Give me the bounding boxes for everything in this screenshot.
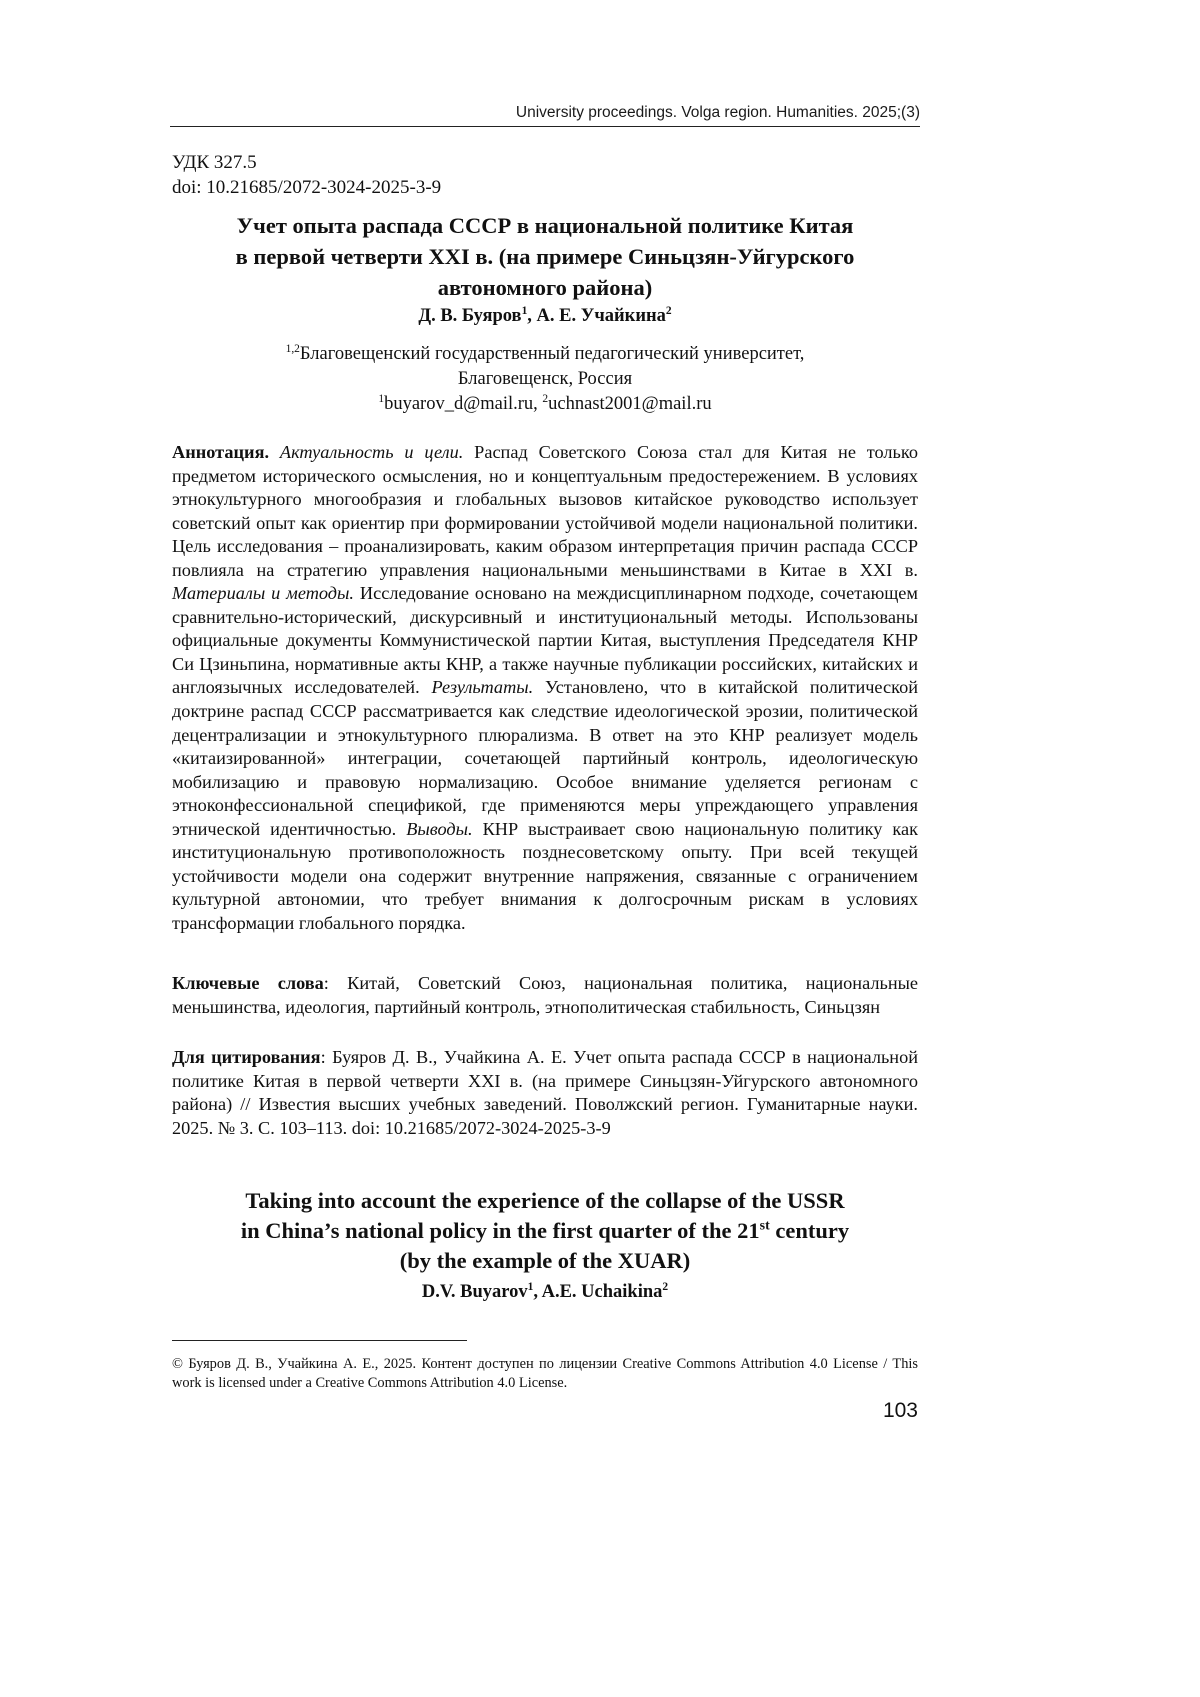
title-en-text: century	[769, 1218, 850, 1243]
abstract-section-label: Актуальность и цели.	[279, 442, 464, 462]
article-title-en	[150, 1186, 940, 1276]
abstract-text: Распад Советского Союза стал для Китая не только предметом исторического осмысления, но и концептуальным предостережением. В условиях этнокультурного многообразия и глобальных вызовов китайское руководство использует советский опыт как ориентир при формировании устойчивой модели национальной политики. Цель исследования – проанализировать, каким образом интерпретация причин распада СССР повлияла на стратегию управления национальными меньшинствами в Китае в XXI в.	[172, 442, 918, 580]
abstract-label: Аннотация.	[172, 442, 270, 462]
abstract-text: Исследование основано на междисциплинарном подходе, сочетающем сравнительно-исторический, дискурсивный и институциональный методы. Использованы официальные документы Коммунистической партии Китая, выступления Председателя КНР Си Цзиньпина, нормативные акты КНР, а также научные публикации российских, китайских и англоязычных исследователей.	[172, 583, 918, 698]
abstract-text: Установлено, что в китайской политической доктрине распад СССР рассматривается как следствие идеологической эрозии, политической децентрализации и этнокультурного плюрализма. В ответ на это КНР реализует модель «китаизированной» интеграции, сочетающей партийный контроль, идеологическую мобилизацию и правовую нормализацию. Особое внимание уделяется регионам с этноконфессиональной спецификой, где применяются меры упреждающего управления этнической идентичностью.	[172, 677, 918, 839]
affiliation-block	[150, 342, 940, 417]
authors-en	[150, 1282, 940, 1303]
email-link[interactable]: uchnast2001@mail.ru	[548, 394, 712, 414]
page-number: 103	[882, 1399, 918, 1422]
udk-code: УДК 327.5	[172, 152, 257, 173]
author-marker: 2	[665, 304, 672, 317]
author-name: D.V. Buyarov	[421, 1282, 528, 1302]
affiliation-name: Благовещенский государственный педагогический университет,	[299, 344, 805, 364]
citation	[172, 1046, 918, 1140]
title-ru-line: в первой четверти XXI в. (на примере Синьцзян-Уйгурского	[235, 244, 855, 269]
doi-line: doi: 10.21685/2072-3024-2025-3-9	[172, 177, 442, 198]
ordinal-suffix: st	[759, 1218, 770, 1234]
affiliation-marker: 1,2	[285, 342, 300, 355]
author-separator: ,	[527, 306, 537, 326]
email-marker: 2	[542, 392, 549, 405]
header-rule	[170, 126, 920, 127]
affiliation-city: Благовещенск, Россия	[457, 369, 633, 389]
article-meta	[172, 150, 441, 200]
author-name: Д. В. Буяров	[418, 306, 522, 326]
citation-text: : Буяров Д. В., Учайкина А. Е. Учет опыта распада СССР в национальной политике Китая в первой четверти XXI в. (на примере Синьцзян-Уйгурского автономного района) // Известия высших учебных заведений. Поволжский регион. Гуманитарные науки. 2025. № 3. С. 103–113. doi: 10.21685/2072-3024-2025-3-9	[172, 1047, 918, 1138]
keywords-label: Ключевые слова	[172, 973, 324, 993]
authors-ru	[150, 306, 940, 327]
citation-label: Для цитирования	[172, 1047, 321, 1067]
title-ru-line: автономного района)	[437, 275, 653, 300]
running-head: University proceedings. Volga region. Humanities. 2025;(3)	[515, 104, 920, 121]
title-ru-line: Учет опыта распада СССР в национальной политике Китая	[236, 213, 854, 238]
author-emails	[150, 392, 940, 417]
license-footnote: © Буяров Д. В., Учайкина А. Е., 2025. Контент доступен по лицензии Creative Commons Attribution 4.0 License / This work is licensed under a Creative Commons Attribution 4.0 License.	[172, 1356, 918, 1391]
author-marker: 1	[527, 1280, 534, 1293]
abstract-section-label: Результаты.	[431, 677, 534, 698]
keywords	[172, 972, 918, 1019]
keywords-text: : Китай, Советский Союз, национальная политика, национальные меньшинства, идеология, партийный контроль, этнополитическая стабильность, Синьцзян	[172, 973, 918, 1017]
affiliation-university	[150, 342, 940, 367]
email-marker: 1	[378, 392, 385, 405]
title-en-line: Taking into account the experience of the collapse of the USSR	[245, 1188, 845, 1213]
title-en-text: in China’s national policy in the first quarter of the 21	[240, 1218, 760, 1243]
title-en-line: (by the example of the XUAR)	[399, 1248, 691, 1273]
abstract-section-label: Выводы.	[406, 818, 473, 839]
article-title-ru	[150, 210, 940, 303]
author-name: А. Е. Учайкина	[536, 306, 666, 326]
title-en-line	[150, 1216, 940, 1246]
author-separator: ,	[533, 1282, 542, 1302]
author-marker: 2	[662, 1280, 669, 1293]
abstract-text: КНР выстраивает свою национальную политику как институциональную противоположность позднесоветскому опыту. При всей текущей устойчивости модели она содержит внутренние напряжения, связанные с ограничением культурной автономии, что требует внимания к долгосрочным рискам в условиях трансформации глобального порядка.	[172, 818, 918, 933]
author-marker: 1	[521, 304, 528, 317]
email-link[interactable]: buyarov_d@mail.ru,	[384, 394, 543, 414]
abstract	[172, 441, 918, 935]
footnote-rule	[172, 1340, 467, 1341]
author-name: A.E. Uchaikina	[541, 1282, 663, 1302]
abstract-section-label: Материалы и методы.	[172, 583, 354, 604]
